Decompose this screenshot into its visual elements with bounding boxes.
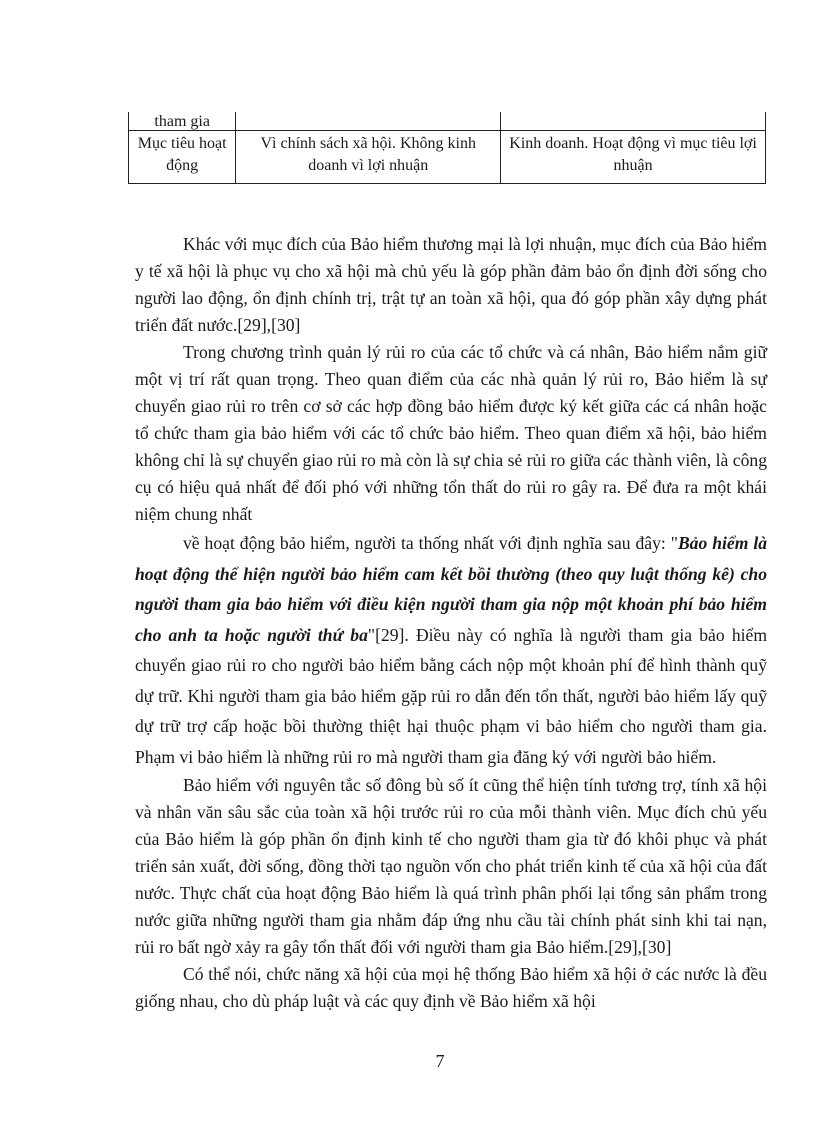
table-cell (236, 112, 501, 131)
table-cell: Kinh doanh. Hoạt động vì mục tiêu lợi nhuận (501, 131, 766, 184)
paragraph: Trong chương trình quản lý rủi ro của các tổ chức và cá nhân, Bảo hiểm nắm giữ một vị trí rất quan trọng. Theo quan điểm của các nhà quản lý rủi ro, Bảo hiểm là sự chuyển giao rủi ro trên cơ sở các hợp đồng bảo hiểm được ký kết giữa các cá nhân hoặc tổ chức tham gia bảo hiểm với các tổ chức bảo hiểm. Theo quan điểm xã hội, bảo hiểm không chỉ là sự chuyển giao rủi ro mà còn là sự chia sẻ rủi ro giữa các thành viên, là công cụ có hiệu quả nhất để đối phó với những tổn thất do rủi ro gây ra. Để đưa ra một khái niệm chung nhất (135, 342, 767, 524)
page-number: 7 (435, 1051, 445, 1071)
definition-lead: về hoạt động bảo hiểm, người ta thống nhất với định nghĩa sau đây: " (183, 533, 678, 553)
table-cell: Vì chính sách xã hội. Không kinh doanh vì lợi nhuận (236, 131, 501, 184)
definition-quote: Bảo hiểm là hoạt động thể hiện người bảo hiểm cam kết bồi thường (theo quy luật thống kê) cho người tham gia bảo hiểm với điều kiện người tham gia nộp một khoản phí bảo hiểm cho anh ta hoặc người thứ ba (135, 533, 768, 645)
table-cell: Mục tiêu hoạt động (129, 131, 236, 184)
paragraph: Có thể nói, chức năng xã hội của mọi hệ thống Bảo hiểm xã hội ở các nước là đều giống nhau, cho dù pháp luật và các quy định về Bảo hiểm xã hội (135, 964, 767, 1011)
definition-tail: "[29]. Điều này có nghĩa là người tham gia bảo hiểm chuyển giao rủi ro cho người bảo hiểm bằng cách nộp một khoản phí để hình thành quỹ dự trữ. Khi người tham gia bảo hiểm gặp rủi ro dẫn đến tổn thất, người bảo hiểm lấy quỹ dự trữ trợ cấp hoặc bồi thường thiệt hại thuộc phạm vi bảo hiểm cho người tham gia. Phạm vi bảo hiểm là những rủi ro mà người tham gia đăng ký với người bảo hiểm. (135, 624, 768, 767)
table-cell: tham gia (129, 112, 236, 131)
table-cell (501, 112, 766, 131)
paragraph: Bảo hiểm với nguyên tắc số đông bù số ít cũng thể hiện tính tương trợ, tính xã hội và nhân văn sâu sắc của toàn xã hội trước rủi ro của mỗi thành viên. Mục đích chủ yếu của Bảo hiểm là góp phần ổn định kinh tế cho người tham gia từ đó khôi phục và phát triển sản xuất, đời sống, đồng thời tạo nguồn vốn cho phát triển kinh tế của xã hội của đất nước. Thực chất của hoạt động Bảo hiểm là quá trình phân phối lại tổng sản phẩm trong nước giữa những người tham gia nhằm đáp ứng nhu cầu tài chính phát sinh khi tai nạn, rủi ro bất ngờ xảy ra gây tổn thất đối với người tham gia Bảo hiểm.[29],[30] (135, 775, 767, 957)
table-row (129, 112, 766, 131)
body-text (135, 231, 767, 1015)
paragraph-definition (135, 528, 767, 772)
comparison-table (128, 112, 766, 184)
table-row (129, 131, 766, 184)
paragraph: Khác với mục đích của Bảo hiểm thương mại là lợi nhuận, mục đích của Bảo hiểm y tế xã hội là phục vụ cho xã hội mà chủ yếu là góp phần đảm bảo ổn định đời sống cho người lao động, ổn định chính trị, trật tự an toàn xã hội, qua đó góp phần xây dựng phát triển đất nước.[29],[30] (135, 234, 767, 335)
